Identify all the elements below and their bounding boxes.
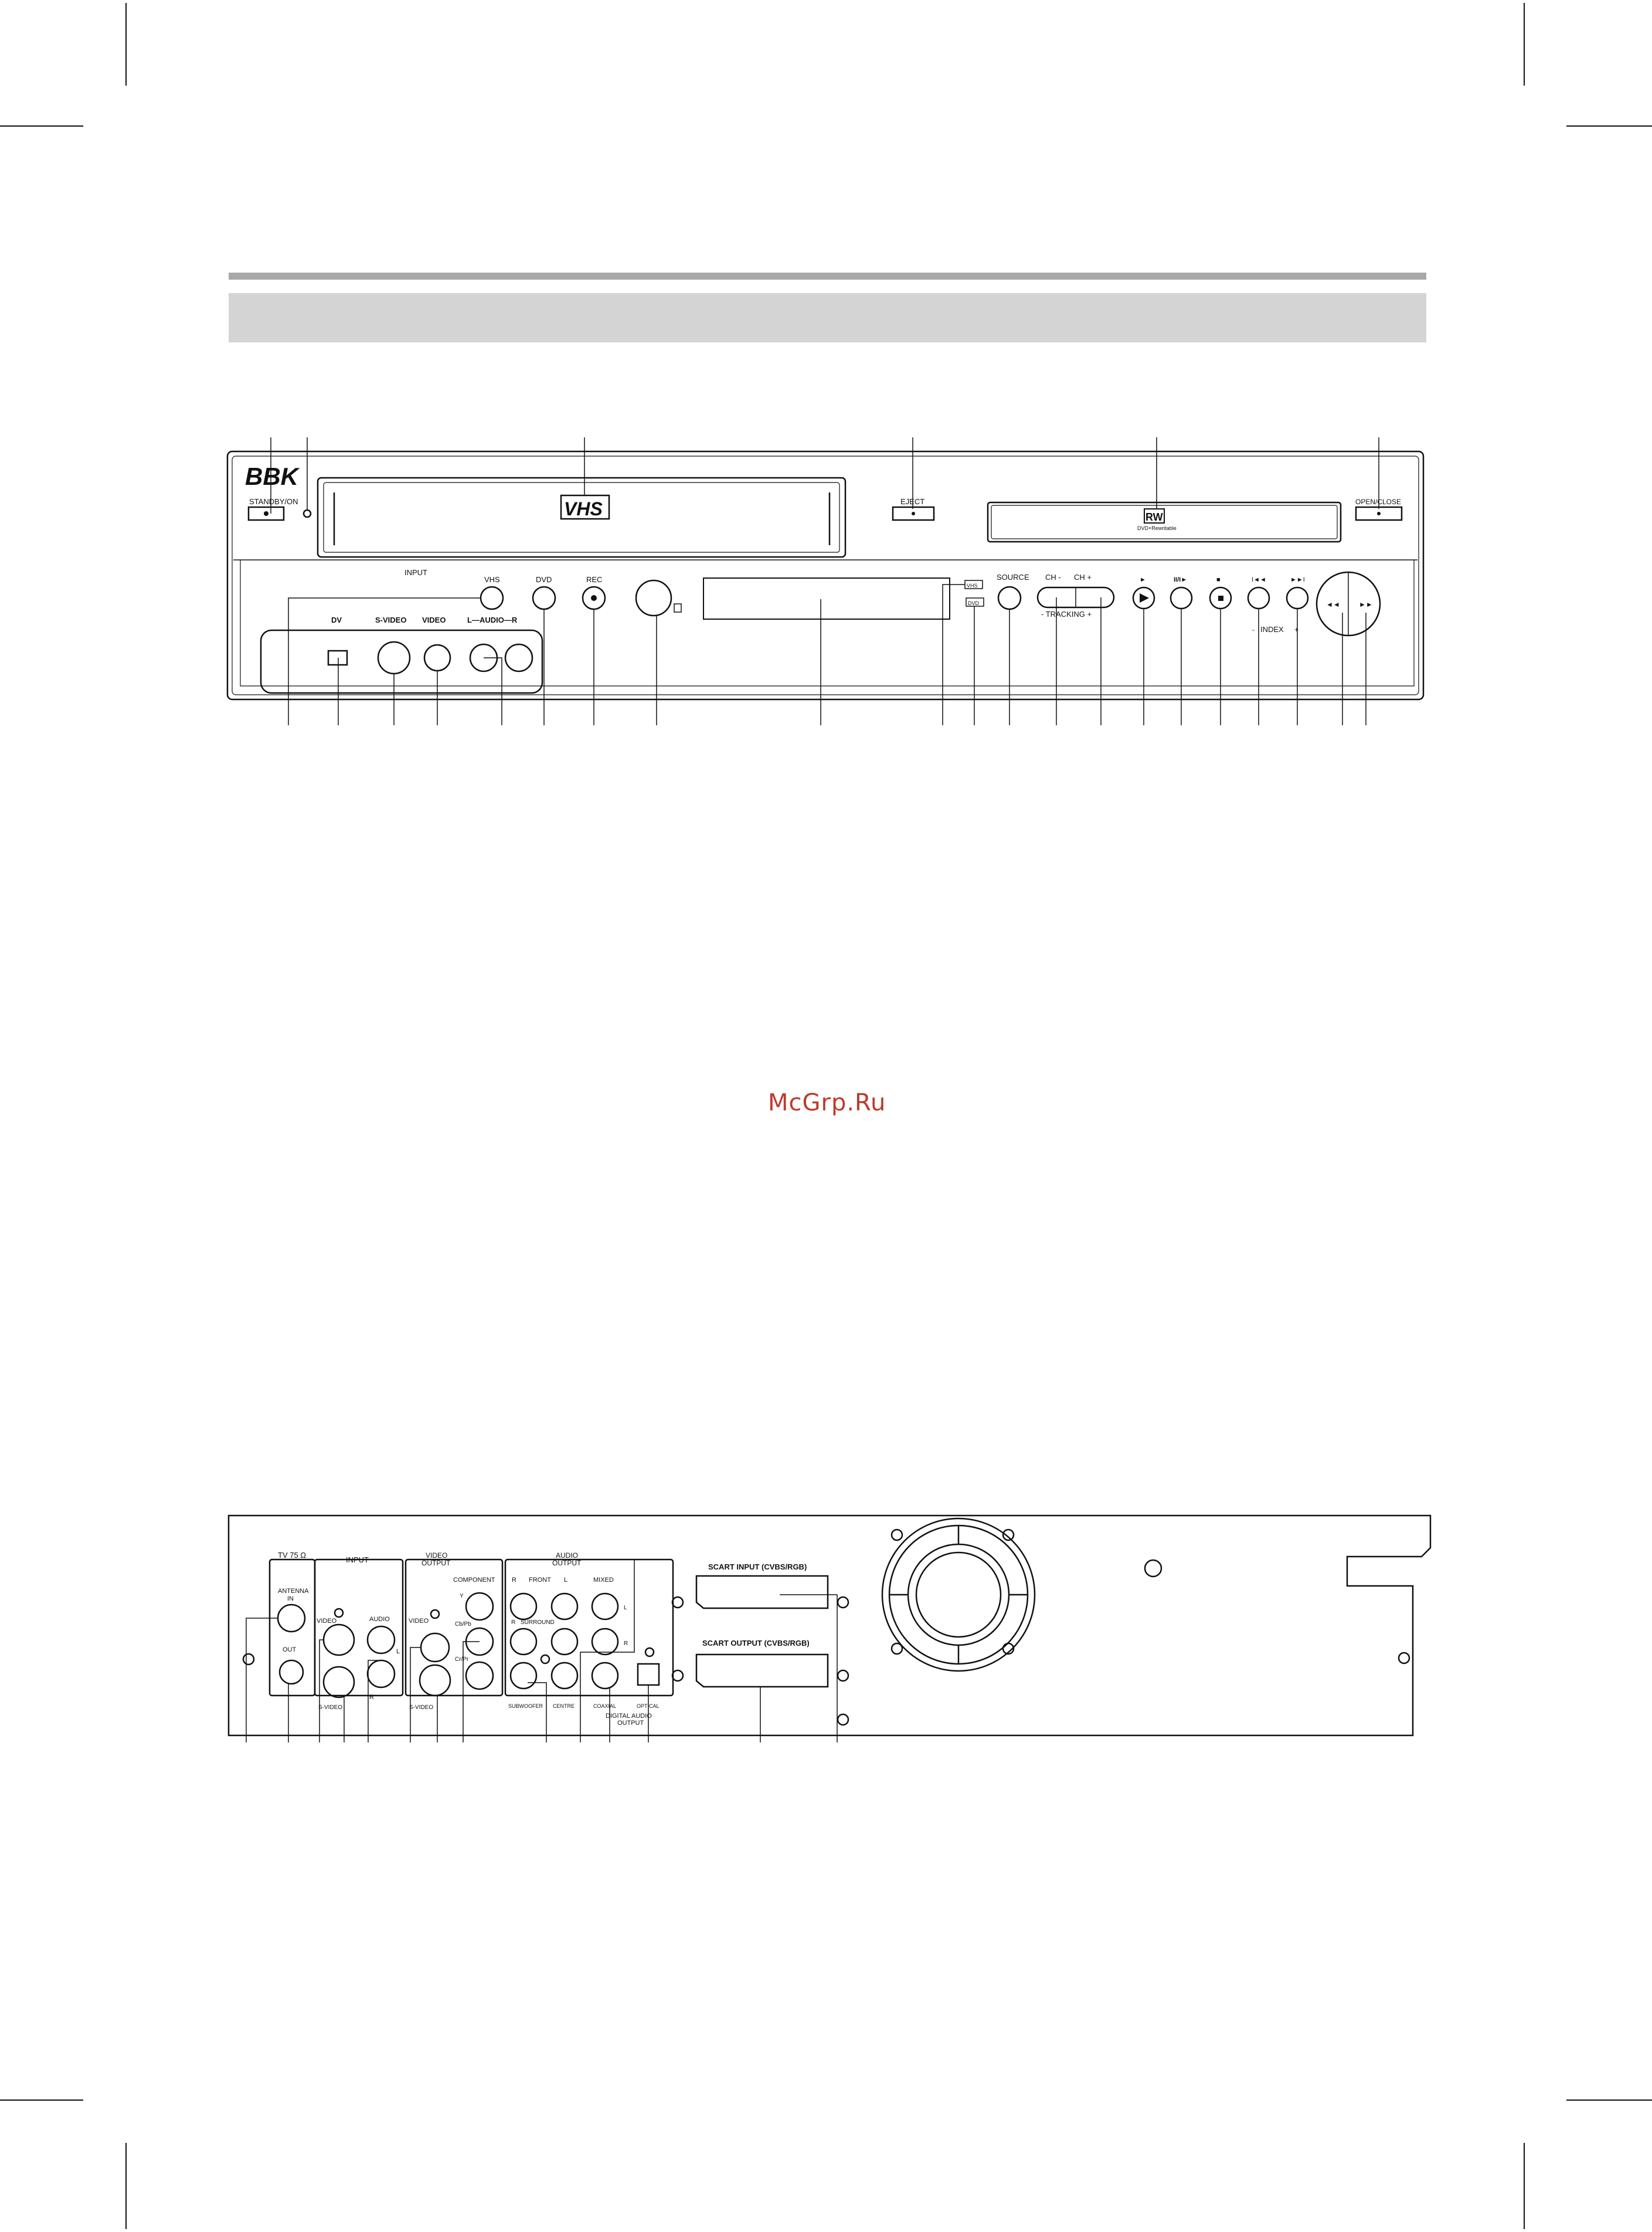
fast-forward-symbol: ►► [1359, 600, 1373, 609]
mixed-l-jack[interactable] [592, 1594, 618, 1619]
audio-output-label-line1: AUDIO [556, 1551, 579, 1560]
audio-output-label-line2: OUTPUT [552, 1559, 582, 1567]
rear-l-label: L [396, 1648, 400, 1655]
display-window [703, 578, 950, 619]
antenna-out-jack[interactable] [280, 1660, 303, 1684]
dv-port[interactable] [328, 651, 347, 665]
rear-r-label: R [369, 1694, 374, 1701]
video-output-screw-icon [431, 1610, 439, 1618]
rear-audio-label: AUDIO [369, 1616, 390, 1623]
rewind-symbol: ◄◄ [1326, 600, 1340, 609]
coaxial-label: COAXIAL [593, 1703, 617, 1709]
surround-label: SURROUND [521, 1619, 555, 1626]
vhs-button-label: VHS [484, 575, 500, 584]
play-symbol: ► [1140, 576, 1146, 583]
pause-symbol: II/I► [1174, 576, 1188, 583]
video-input-jack[interactable] [424, 645, 450, 671]
cooling-fan-icon [882, 1518, 1035, 1671]
front-l-label: L [564, 1577, 568, 1584]
rear-input-label: INPUT [346, 1555, 369, 1564]
optical-label: OPTICAL [637, 1703, 660, 1709]
next-symbol: ►►I [1290, 576, 1305, 583]
pause-step-button[interactable] [1171, 587, 1192, 609]
scart-input-connector[interactable] [696, 1576, 828, 1608]
digital-audio-label-line2: OUTPUT [617, 1720, 644, 1727]
header-bar [229, 293, 1426, 342]
component-y-jack[interactable] [466, 1593, 493, 1620]
eject-label: EJECT [900, 497, 925, 506]
stop-symbol: ■ [1216, 576, 1221, 583]
ir-sensor-window [636, 580, 671, 616]
dvd-rw-caption: DVD+Rewritable [1137, 525, 1177, 531]
dvd-indicator-label: DVD [968, 600, 980, 606]
next-button[interactable] [1287, 587, 1308, 609]
ch-minus-label: CH - [1045, 573, 1061, 582]
stop-icon [1218, 596, 1223, 601]
antenna-in-jack[interactable] [278, 1605, 305, 1632]
vhs-button[interactable] [481, 587, 503, 609]
dv-label: DV [331, 616, 342, 624]
antenna-out-label: OUT [283, 1646, 297, 1653]
component-label: COMPONENT [453, 1577, 495, 1584]
scart-input-label: SCART INPUT (CVBS/RGB) [708, 1562, 807, 1571]
open-close-label: OPEN/CLOSE [1355, 498, 1402, 506]
digital-audio-label-line1: DIGITAL AUDIO [606, 1713, 652, 1720]
rear-video-label: VIDEO [317, 1618, 337, 1625]
header-top-rule [229, 273, 1426, 280]
mixed-l-label: L [624, 1605, 627, 1611]
antenna-in-label-line2: IN [287, 1595, 294, 1602]
coaxial-jack[interactable] [592, 1663, 618, 1689]
svideo-label: S-VIDEO [375, 616, 407, 624]
index-label: INDEX [1260, 625, 1284, 634]
vhs-logo: VHS [564, 498, 603, 519]
out-video-jack[interactable] [421, 1633, 449, 1662]
rw-logo: RW [1145, 511, 1163, 523]
scart-output-label: SCART OUTPUT (CVBS/RGB) [702, 1639, 810, 1647]
antenna-in-label-line1: ANTENNA [278, 1588, 309, 1595]
subwoofer-jack[interactable] [511, 1663, 536, 1689]
audio-r-input-jack[interactable] [505, 644, 532, 671]
audio-screw-icon [541, 1655, 549, 1663]
rear-svideo-label: S-VIDEO [318, 1704, 343, 1711]
out-svideo-label: S-VIDEO [409, 1704, 434, 1711]
component-cr-jack[interactable] [466, 1662, 493, 1689]
standby-indicator-icon [304, 510, 311, 517]
mixed-r-label: R [624, 1640, 628, 1647]
rear-panel [229, 1516, 1430, 1735]
play-icon [1140, 593, 1149, 603]
index-plus: + [1294, 626, 1299, 634]
video-output-label-line1: VIDEO [426, 1551, 448, 1560]
source-button[interactable] [998, 587, 1021, 609]
input-audio-r-jack[interactable] [368, 1660, 395, 1687]
brand-logo: BBK [245, 463, 298, 490]
optical-port[interactable] [638, 1664, 659, 1685]
source-label: SOURCE [997, 573, 1029, 582]
video-label: VIDEO [422, 616, 446, 624]
front-input-panel [261, 630, 542, 693]
centre-label: CENTRE [553, 1703, 575, 1709]
surround-r-label: R [511, 1619, 516, 1626]
input-svideo-jack[interactable] [324, 1667, 354, 1697]
rear-callout-lines [246, 1560, 837, 1742]
front-r-jack[interactable] [511, 1594, 536, 1619]
surround-l-jack[interactable] [552, 1629, 577, 1655]
input-screw-icon [335, 1609, 343, 1617]
front-input-label: INPUT [404, 568, 427, 577]
standby-label: STANDBY/ON [249, 497, 298, 506]
component-y-label: Y [460, 1593, 464, 1599]
scart-output-connector[interactable] [696, 1655, 828, 1687]
tv-antenna-section [270, 1560, 315, 1696]
ch-plus-label: CH + [1074, 573, 1092, 582]
out-video-label: VIDEO [409, 1618, 429, 1625]
rear-input-section [315, 1560, 403, 1696]
optical-screw-icon [645, 1648, 654, 1656]
ir-sensor-icon [674, 604, 681, 612]
centre-jack[interactable] [552, 1663, 577, 1689]
mixed-r-jack[interactable] [592, 1629, 618, 1655]
rec-button-label: REC [586, 575, 603, 584]
component-cb-label: Cb/Pb [455, 1621, 471, 1628]
front-label: FRONT [529, 1577, 551, 1584]
dvd-button[interactable] [533, 587, 555, 609]
video-output-label-line2: OUTPUT [422, 1559, 451, 1567]
svideo-input-jack[interactable] [378, 642, 410, 674]
front-l-jack[interactable] [552, 1594, 577, 1619]
subwoofer-label: SUBWOOFER [508, 1703, 543, 1709]
front-callout-lines [271, 437, 1379, 725]
component-cr-label: Cr/Pr [455, 1656, 469, 1663]
surround-r-jack[interactable] [511, 1629, 536, 1655]
input-video-jack[interactable] [324, 1625, 354, 1655]
out-svideo-jack[interactable] [420, 1665, 450, 1696]
input-audio-l-jack[interactable] [368, 1626, 395, 1653]
tv-75-label: TV 75 Ω [278, 1551, 307, 1560]
watermark-text: McGrp.Ru [768, 1089, 886, 1116]
prev-symbol: I◄◄ [1252, 576, 1266, 583]
index-minus: - [1252, 626, 1255, 634]
front-r-label: R [512, 1577, 516, 1584]
tracking-label: - TRACKING + [1041, 610, 1092, 619]
mixed-label: MIXED [593, 1577, 614, 1584]
dvd-button-label: DVD [536, 575, 552, 584]
audio-label: L—AUDIO—R [467, 616, 518, 624]
vhs-indicator-label: VHS [967, 583, 978, 589]
previous-button[interactable] [1248, 587, 1269, 609]
